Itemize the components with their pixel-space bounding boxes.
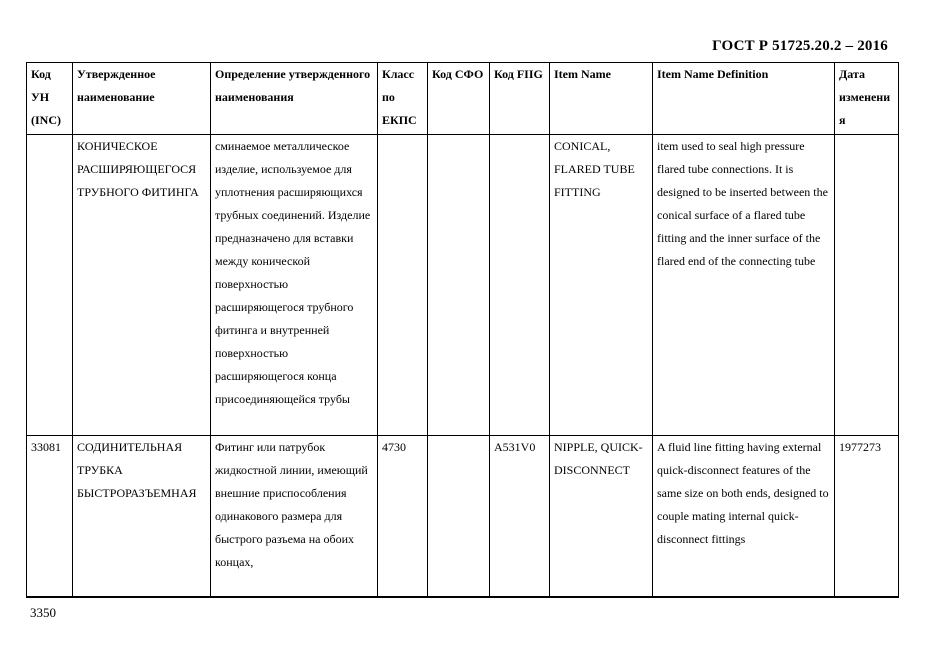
cell-approved-name: КОНИЧЕСКОЕ РАСШИРЯЮЩЕГОСЯ ТРУБНОГО ФИТИНГА (73, 135, 211, 436)
header-sfo-code: Код СФО (428, 63, 490, 135)
cell-approved-name: СОДИНИТЕЛЬНАЯ ТРУБКА БЫСТРОРАЗЪЕМНАЯ (73, 436, 211, 598)
cell-definition: Фитинг или патрубок жидкостной линии, имеющий внешние приспособления одинакового размера для быстрого разъема на обоих концах, (211, 436, 378, 598)
cell-sfo-code (428, 436, 490, 598)
cell-definition: сминаемое металлическое изделие, используемое для уплотнения расширяющихся трубных соединений. Изделие предназначено для вставки между конической поверхностью расширяющегося трубного фитинга и внутренней поверхностью расширяющегося конца присоединяющейся трубы (211, 135, 378, 436)
cell-sfo-code (428, 135, 490, 436)
header-change-date: Дата изменения (835, 63, 899, 135)
cell-fiig-code: A531V0 (490, 436, 550, 598)
cell-item-name: CONICAL, FLARED TUBE FITTING (550, 135, 653, 436)
cell-item-name-definition: item used to seal high pressure flared tube connections. It is designed to be inserted between the conical surface of a flared tube fitting and the inner surface of the flared end of the connecting tube (653, 135, 835, 436)
cell-item-name: NIPPLE, QUICK-DISCONNECT (550, 436, 653, 598)
cell-item-name-definition: A fluid line fitting having external quick-disconnect features of the same size on both ends, designed to couple mating internal quick-disconnect fittings (653, 436, 835, 598)
cell-inc: 33081 (27, 436, 73, 598)
header-ekps-class: Класс по ЕКПС (378, 63, 428, 135)
cell-inc (27, 135, 73, 436)
header-approved-name: Утвержденное наименование (73, 63, 211, 135)
header-inc: Код УН (INC) (27, 63, 73, 135)
header-fiig-code: Код FIIG (490, 63, 550, 135)
page-number: 3350 (30, 605, 56, 620)
cell-change-date (835, 135, 899, 436)
cell-change-date: 1977273 (835, 436, 899, 598)
data-table (26, 62, 899, 598)
table-row (27, 436, 899, 598)
table-row (27, 135, 899, 436)
table-header-row (27, 63, 899, 135)
header-definition: Определение утвержденного наименования (211, 63, 378, 135)
cell-ekps-class: 4730 (378, 436, 428, 598)
cell-fiig-code (490, 135, 550, 436)
document-title: ГОСТ Р 51725.20.2 – 2016 (712, 38, 888, 54)
header-item-name-definition: Item Name Definition (653, 63, 835, 135)
cell-ekps-class (378, 135, 428, 436)
header-item-name: Item Name (550, 63, 653, 135)
